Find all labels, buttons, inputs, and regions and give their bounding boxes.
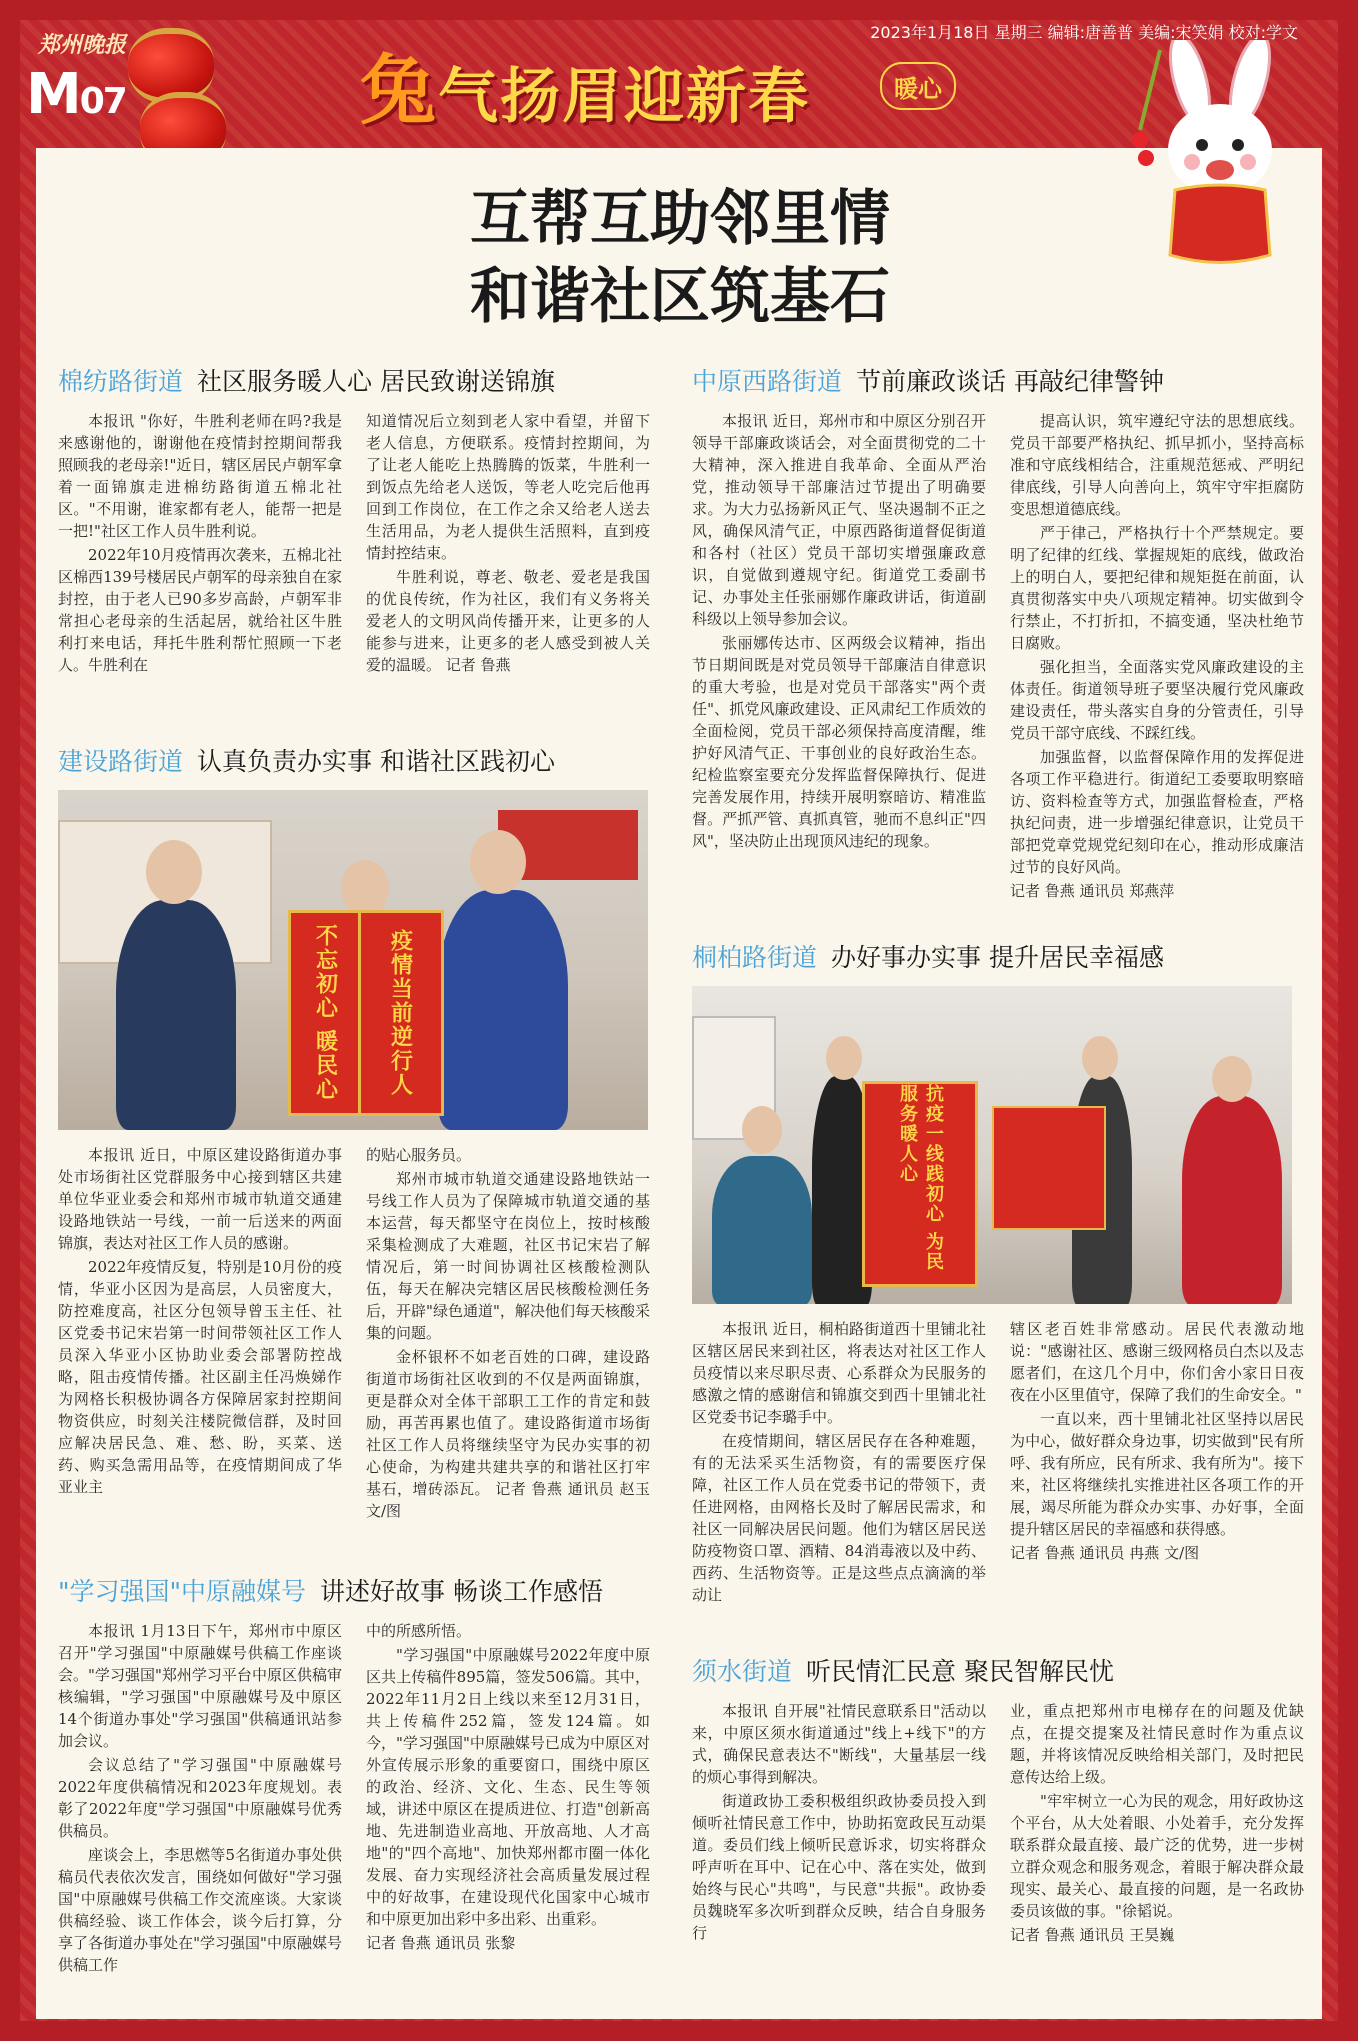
- person-head: [146, 840, 202, 904]
- page-letter: M: [26, 62, 80, 127]
- thank-you-letter: [992, 1106, 1106, 1230]
- paragraph: 街道政协工委积极组织政协委员投入到倾听社情民意工作中，协助拓宽政民互动渠道。委员们线上倾听民意诉求，切实将群众呼声听在耳中、记在心中、落在实处，做到始终与民心"共鸣"，与民意"共振"。政协委员魏晓军多次听到群众反映，结合自身服务行: [692, 1792, 986, 1942]
- article-column: [1010, 410, 1304, 920]
- paragraph: 本报讯 自开展"社情民意联系日"活动以来，中原区须水街道通过"线上+线下"的方式，确保民意表达不"断线"，大量基层一线的烦心事得到解决。: [692, 1702, 986, 1786]
- main-title: [250, 180, 1110, 336]
- article-headline: [58, 742, 650, 778]
- person-figure: [116, 900, 236, 1130]
- headline-text: 讲述好故事 畅谈工作感悟: [320, 1577, 603, 1606]
- paragraph: 知道情况后立刻到老人家中看望，并留下老人信息，方便联系。疫情封控期间，为了让老人能吃上热腾腾的饭菜，牛胜利一到饭点先给老人送饭，等老人吃完后他再回到工作岗位，在工作之余又给老人送去生活用品，为老人提供生活照料，直到疫情封控结束。: [366, 412, 650, 562]
- article-column: [58, 1620, 342, 2000]
- main-title-line2: 和谐社区筑基石: [470, 262, 890, 332]
- paragraph: 会议总结了"学习强国"中原融媒号2022年度供稿情况和2023年度规划。表彰了2022年度"学习强国"中原融媒号优秀供稿员。: [58, 1756, 342, 1840]
- article-xushui: [692, 1652, 1304, 2002]
- paragraph: 提高认识，筑牢遵纪守法的思想底线。党员干部要严格执纪、抓早抓小，坚持高标准和守底线相结合，注重规范惩戒、严明纪律底线，引导人向善向上，筑牢守牢拒腐防变思想道德底线。: [1010, 412, 1304, 518]
- article-column: [366, 1144, 650, 1554]
- article-headline: [692, 362, 1304, 398]
- article-headline: [58, 362, 650, 398]
- street-name: "学习强国"中原融媒号: [58, 1577, 306, 1606]
- paragraph: 金杯银杯不如老百姓的口碑，建设路街道市场街社区收到的不仅是两面锦旗，更是群众对全体干部职工工作的肯定和鼓励，再苦再累也值了。建设路街道市场街社区工作人员将继续坚守为民办实事的初心使命，为构建共建共享的和谐社区打牢基石，增砖添瓦。 记者 鲁燕 通讯员 赵玉 文/图: [366, 1348, 650, 1520]
- warm-heart-badge: 暖心: [880, 62, 956, 110]
- person-figure: [1182, 1096, 1282, 1304]
- person-head: [1082, 1036, 1118, 1080]
- article-mianfang: [58, 362, 650, 702]
- paragraph: 本报讯 1月13日下午，郑州市中原区召开"学习强国"中原融媒号供稿工作座谈会。"学习强国"郑州学习平台中原区供稿审核编辑，"学习强国"中原融媒号及中原区14个街道办事处"学习强国"供稿通讯站参加会议。: [58, 1622, 342, 1750]
- person-head: [470, 830, 526, 894]
- headline-text: 办好事办实事 提升居民幸福感: [831, 943, 1164, 972]
- headline-text: 认真负责办实事 和谐社区践初心: [197, 747, 555, 776]
- person-head: [826, 1036, 862, 1080]
- paragraph: 的贴心服务员。: [366, 1146, 472, 1164]
- article-headline: [692, 1652, 1304, 1688]
- paragraph: 张丽娜传达市、区两级会议精神，指出节日期间既是对党员领导干部廉洁自律意识的重大考验，也是对党员干部落实"两个责任"、抓党风廉政建设、正风肃纪工作质效的全面检阅，党员干部必须保持高度清醒，维护好风清气正、干事创业的良好政治生态。纪检监察室要充分发挥监督保障执行、促进完善发展作用，持续开展明察暗访、精准监督。严抓严管、真抓真管，驰而不息纠正"四风"，坚决防止出现顶风违纪的现象。: [692, 634, 986, 850]
- paragraph: 本报讯 近日，中原区建设路街道办事处市场街社区党群服务中心接到辖区共建单位华亚业委会和郑州市城市轨道交通建设路地铁站一号线，一前一后送来的两面锦旗，表达对社区工作人员的感谢。: [58, 1146, 342, 1252]
- article-column: [58, 410, 342, 705]
- person-head: [1212, 1056, 1252, 1102]
- byline: 记者 鲁燕 通讯员 郑燕萍: [1010, 882, 1175, 900]
- article-column: [366, 410, 650, 705]
- paragraph: 本报讯 近日，桐柏路街道西十里铺北社区辖区居民来到社区，将表达对社区工作人员疫情以来尽职尽责、心系群众为民服务的感激之情的感谢信和锦旗交到西十里铺北社区党委书记李璐手中。: [692, 1320, 986, 1426]
- paragraph: 辖区老百姓非常感动。居民代表激动地说："感谢社区、感谢三级网格员白杰以及志愿者们，在这几个月中，你们舍小家日日夜夜在小区里值守，保障了我们的生命安全。": [1010, 1320, 1304, 1404]
- headline-text: 节前廉政谈话 再敲纪律警钟: [856, 367, 1164, 396]
- article-column: [692, 1318, 986, 1648]
- paragraph: "学习强国"中原融媒号2022年度中原区共上传稿件895篇，签发506篇。其中，2022年11月2日上线以来至12月31日，共上传稿件252篇，签发124篇。如今，"学习强国"中原融媒号已成为中原区对外宣传展示形象的重要窗口，围绕中原区的政治、经济、文化、生态、民生等领域，讲述中原区在提质进位、打造"创新高地、先进制造业高地、开放高地、人才高地"的"四个高地"、加快郑州都市圈一体化发展、奋力实现经济社会高质量发展过程中的好故事，在建设现代化国家中心城市和中原更加出彩中多出彩、出重彩。: [366, 1646, 650, 1928]
- paragraph: 2022年疫情反复，特别是10月份的疫情，华亚小区因为是高层，人员密度大，防控难度高，社区分包领导曾玉主任、社区党委书记宋岩第一时间带领社区工作人员深入华亚小区协助业委会部署防控战略，阻击疫情传播。社区副主任冯焕娣作为网格长积极协调各方保障居家封控期间物资供应，时刻关注楼院微信群，及时回应解决居民急、难、愁、盼，买菜、送药、购买急需用品等，在疫情期间成了华亚业主: [58, 1258, 342, 1496]
- paragraph: 郑州市城市轨道交通建设路地铁站一号线工作人员为了保障城市轨道交通的基本运营，每天都坚守在岗位上，按时核酸采集检测成了大难题，社区书记宋岩了解情况后，第一时间协调社区核酸检测队伍，每天在解决完辖区居民核酸检测任务后，开辟"绿色通道"，解决他们每天核酸采集的问题。: [366, 1170, 650, 1342]
- paragraph: 强化担当，全面落实党风廉政建设的主体责任。街道领导班子要坚决履行党风廉政建设责任，带头落实自身的分管责任，引导党员干部守底线、不踩红线。: [1010, 658, 1304, 742]
- paragraph: 中的所感所悟。: [366, 1622, 472, 1640]
- paragraph: 牛胜利说，尊老、敬老、爱老是我国的优良传统，作为社区，我们有义务将关爱老人的文明风尚传播开来，让更多的人能参与进来，让更多的老人感受到被人关爱的温暖。 记者 鲁燕: [366, 568, 650, 674]
- paragraph: "牢牢树立一心为民的观念，用好政协这个平台，从大处着眼、小处着手，充分发挥联系群众最直接、最广泛的优势，进一步树立群众观念和服务观念，着眼于解决群众最现实、最关心、最直接的问题，是一名政协委员该做的事。"徐韬说。: [1010, 1792, 1304, 1920]
- article-column: [58, 1144, 342, 1554]
- paragraph: 严于律己，严格执行十个严禁规定。要明了纪律的红线、掌握规矩的底线，做政治上的明白人，要把纪律和规矩挺在前面，认真贯彻落实中央八项规定精神。切实做到令行禁止，不打折扣，不搞变通，坚决杜绝节日腐败。: [1010, 524, 1304, 652]
- article-column: [692, 410, 986, 920]
- article-photo: [58, 790, 648, 1130]
- page-digits: 07: [79, 81, 126, 122]
- paragraph: 本报讯 "你好，牛胜利老师在吗?我是来感谢他的，谢谢他在疫情封控期间帮我照顾我的老母亲!"近日，辖区居民卢朝军拿着一面锦旗走进棉纺路街道五棉北社区。"不用谢，谁家都有老人，能帮一把是一把!"社区工作人员牛胜利说。: [58, 412, 342, 540]
- article-headline: [692, 938, 1304, 974]
- page-number: [26, 62, 126, 127]
- header-info: 2023年1月18日 星期三 编辑:唐善普 美编:宋笑娟 校对:学文: [870, 23, 1298, 42]
- pennant-banner: 抗疫一线践初心 为民服务暖人心: [862, 1081, 978, 1287]
- article-photo: [692, 986, 1292, 1304]
- paragraph: 2022年10月疫情再次袭来，五棉北社区棉西139号楼居民卢朝军的母亲独自在家封控，由于老人已90多岁高龄，卢朝军非常担心老母亲的生活起居，就给社区牛胜利打来电话，拜托牛胜利帮忙照顾一下老人。牛胜利在: [58, 546, 342, 674]
- article-column: [1010, 1700, 1304, 2000]
- byline: 记者 鲁燕 通讯员 张黎: [366, 1934, 516, 1952]
- paragraph: 一直以来，西十里铺北社区坚持以居民为中心，做好群众身边事，切实做到"民有所呼、我有所应，民有所求、我有所为"。接下来，社区将继续扎实推进社区各项工作的开展，竭尽所能为群众办实事、办好事，全面提升辖区居民的幸福感和获得感。: [1010, 1410, 1304, 1538]
- street-name: 棉纺路街道: [58, 367, 184, 396]
- pennant-banner: 疫情当前逆行人: [358, 910, 444, 1116]
- section-first-char: 兔: [360, 46, 438, 135]
- paragraph: 业，重点把郑州市电梯存在的问题及优缺点，在提交提案及社情民意时作为重点议题，并将该情况反映给相关部门，及时把民意传达给上级。: [1010, 1702, 1304, 1786]
- section-rest: 气扬眉迎新春: [438, 62, 810, 132]
- street-name: 桐柏路街道: [692, 943, 818, 972]
- person-figure: [712, 1156, 812, 1304]
- byline: 记者 鲁燕 通讯员 冉燕 文/图: [1010, 1544, 1200, 1562]
- paragraph: 本报讯 近日，郑州市和中原区分别召开领导干部廉政谈话会，对全面贯彻党的二十大精神，深入推进自我革命、全面从严治党，推动领导干部廉洁过节提出了明确要求。为大力弘扬新风正气、坚决遏制不正之风，确保风清气正，中原西路街道督促街道和各村（社区）党员干部切实增强廉政意识，自觉做到遵规守纪。街道党工委副书记、办事处主任张丽娜作廉政讲话，街道副科级以上领导参加会议。: [692, 412, 986, 628]
- rabbit-mascot-icon: [1120, 40, 1320, 280]
- main-title-line1: 互帮互助邻里情: [470, 184, 890, 254]
- person-head: [742, 1106, 782, 1154]
- article-column: [1010, 1318, 1304, 1648]
- section-title: [360, 30, 810, 139]
- paper-logo: 郑州晚报: [38, 32, 127, 58]
- article-tongbai: [692, 938, 1304, 1638]
- headline-text: 听民情汇民意 聚民智解民忧: [806, 1657, 1114, 1686]
- pennant-banner: 不忘初心 暖民心: [288, 910, 364, 1116]
- headline-text: 社区服务暖人心 居民致谢送锦旗: [197, 367, 555, 396]
- article-zhongyuanxi: [692, 362, 1304, 922]
- person-figure: [438, 890, 568, 1130]
- article-jianshe: [58, 742, 650, 1542]
- street-name: 须水街道: [692, 1657, 793, 1686]
- paragraph: 座谈会上，李思燃等5名街道办事处供稿员代表依次发言，围绕如何做好"学习强国"中原融媒号供稿工作交流座谈。大家谈供稿经验、谈工作体会，谈今后打算，分享了各街道办事处在"学习强国"中原融媒号供稿工作: [58, 1846, 342, 1974]
- paragraph: 在疫情期间，辖区居民存在各种难题，有的无法采买生活物资，有的需要医疗保障，社区工作人员在党委书记的带领下，责任进网格，由网格长及时了解居民需求，和社区一同解决居民问题。他们为辖区居民送防疫物资口罩、酒精、84消毒液以及中药、西药、生活物资等。正是这些点点滴滴的举动让: [692, 1432, 986, 1604]
- article-column: [692, 1700, 986, 2000]
- article-headline: [58, 1572, 650, 1608]
- person-head: [341, 860, 389, 916]
- street-name: 建设路街道: [58, 747, 184, 776]
- street-name: 中原西路街道: [692, 367, 843, 396]
- article-xuexi: [58, 1572, 650, 2002]
- paragraph: 加强监督，以监督保障作用的发挥促进各项工作平稳进行。街道纪工委要取明察暗访、资料检查等方式，加强监督检查，严格执纪问责，进一步增强纪律意识，让党员干部把党章党规党纪刻印在心，推动形成廉洁过节的良好风尚。: [1010, 748, 1304, 876]
- article-column: [366, 1620, 650, 2000]
- byline: 记者 鲁燕 通讯员 王昊巍: [1010, 1926, 1175, 1944]
